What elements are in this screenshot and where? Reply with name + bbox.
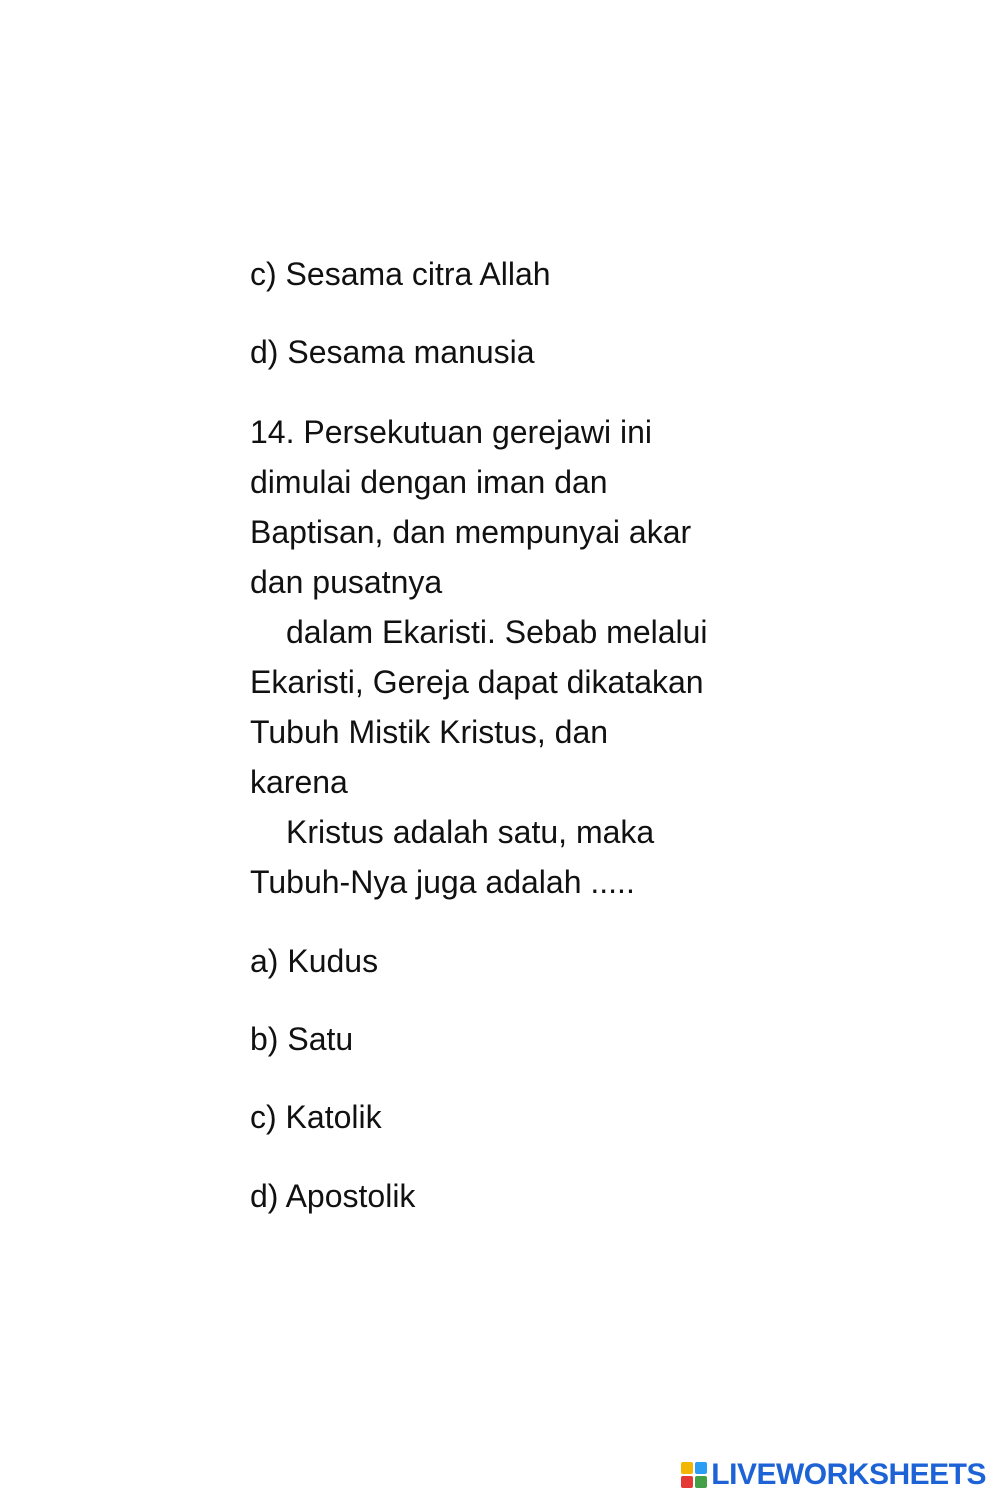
- question-text-line: Kristus adalah satu, maka: [286, 814, 655, 850]
- brand-text: LIVEWORKSHEETS: [711, 1458, 986, 1491]
- option-c: c) Katolik: [250, 1099, 382, 1135]
- option-d-previous: d) Sesama manusia: [250, 334, 535, 370]
- question-text-line: Baptisan, dan mempunyai akar: [250, 514, 692, 550]
- option-d: d) Apostolik: [250, 1178, 416, 1214]
- question-text-line: dalam Ekaristi. Sebab melalui: [286, 614, 708, 650]
- question-text-line: Tubuh-Nya juga adalah .....: [250, 864, 635, 900]
- liveworksheets-brand: [681, 1457, 986, 1493]
- question-text-line: Tubuh Mistik Kristus, dan: [250, 714, 609, 750]
- question-text-line: dimulai dengan iman dan: [250, 464, 608, 500]
- option-b: b) Satu: [250, 1021, 354, 1057]
- question-text-line: 14. Persekutuan gerejawi ini: [250, 414, 653, 450]
- question-text-line: Ekaristi, Gereja dapat dikatakan: [250, 664, 704, 700]
- option-c-previous: c) Sesama citra Allah: [250, 256, 551, 292]
- question-text-line: karena: [250, 764, 348, 800]
- question-text-line: dan pusatnya: [250, 564, 443, 600]
- liveworksheets-logo-icon: [681, 1462, 707, 1488]
- option-a: a) Kudus: [250, 943, 379, 979]
